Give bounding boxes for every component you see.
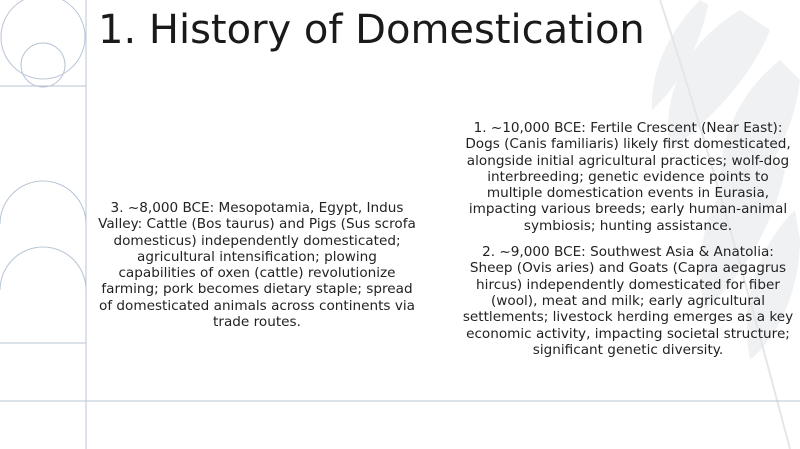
timeline-point-2: 2. ~9,000 BCE: Southwest Asia & Anatolia: Sheep (Ovis aries) and Goats (Capra aegagrus hircus) independently domesticated for fiber (wool), meat and milk; early agricultural settlements; livestock herding emerges as a key economic activity, impacting societal structure; significant genetic diversity. xyxy=(462,244,794,358)
slide-title: 1. History of Domestication xyxy=(98,7,645,53)
timeline-point-3: 3. ~8,000 BCE: Mesopotamia, Egypt, Indus Valley: Cattle (Bos taurus) and Pigs (Sus scrofa domesticus) independently domesticated; agricultural intensification; plowing capabilities of oxen (cattle) revolutionize farming; pork becomes dietary staple; spread of domesticated animals across continents via trade routes. xyxy=(98,200,416,331)
left-text-column xyxy=(98,200,416,330)
timeline-point-1: 1. ~10,000 BCE: Fertile Crescent (Near East): Dogs (Canis familiaris) likely first domesticated, alongside initial agricultural practices; wolf-dog interbreeding; genetic evidence points to multiple domestication events in Eurasia, impacting various breeds; early human-animal symbiosis; hunting assistance. xyxy=(465,120,791,234)
right-text-column xyxy=(460,120,796,358)
